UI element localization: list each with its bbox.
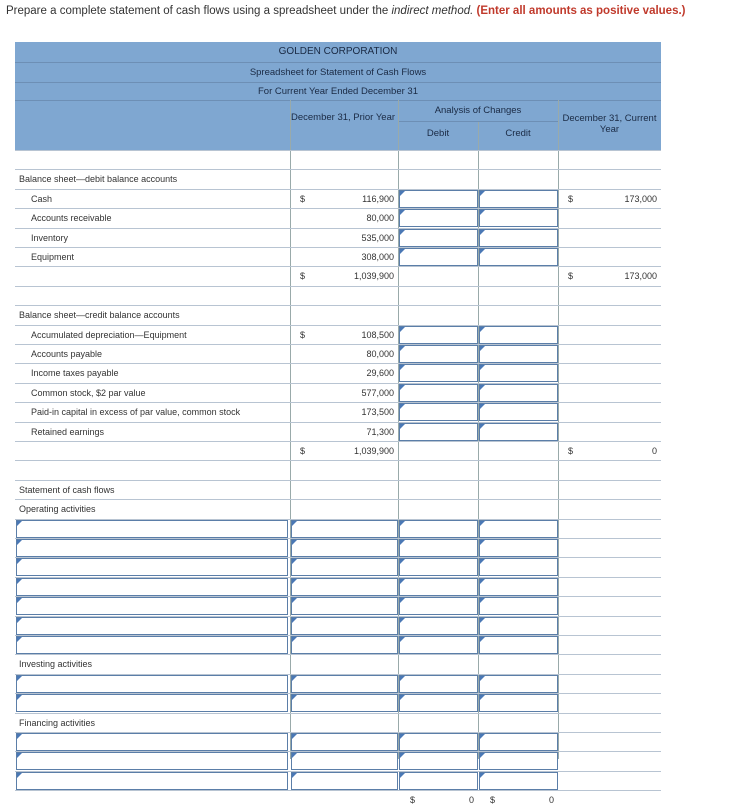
row-divider xyxy=(15,654,661,655)
prior-year-value: 116,900 xyxy=(362,193,394,204)
row-divider xyxy=(15,480,661,481)
prior-year-value: 80,000 xyxy=(366,213,394,224)
cash-flow-description-input[interactable] xyxy=(16,772,288,790)
credit-input[interactable] xyxy=(479,578,558,596)
row-divider xyxy=(15,402,661,403)
row-divider xyxy=(15,189,661,190)
prior-year-value: 577,000 xyxy=(361,387,394,398)
cash-flow-description-input[interactable] xyxy=(16,558,288,576)
row-divider xyxy=(15,713,661,714)
prior-year-value: 71,300 xyxy=(366,426,394,437)
financing-activities-label: Financing activities xyxy=(19,717,96,728)
row-divider xyxy=(15,325,661,326)
credit-input[interactable] xyxy=(479,209,558,227)
instructions-method: indirect method. xyxy=(391,5,474,17)
debit-input[interactable] xyxy=(399,597,478,615)
current-year-value: 173,000 xyxy=(624,193,657,204)
debit-input[interactable] xyxy=(399,229,478,247)
debit-input[interactable] xyxy=(399,403,478,421)
investing-activities-label: Investing activities xyxy=(19,659,93,670)
cash-flow-amount-input[interactable] xyxy=(291,752,398,770)
debit-input[interactable] xyxy=(399,423,478,441)
credit-input[interactable] xyxy=(479,752,558,770)
debit-input[interactable] xyxy=(399,326,478,344)
dollar-sign: $ xyxy=(568,193,574,204)
prior-year-value: 173,500 xyxy=(361,407,394,418)
account-label: Paid-in capital in excess of par value, common stock xyxy=(31,407,241,418)
cash-flow-description-input[interactable] xyxy=(16,617,288,635)
credit-input[interactable] xyxy=(479,617,558,635)
cash-flow-description-input[interactable] xyxy=(16,636,288,654)
debit-input[interactable] xyxy=(399,558,478,576)
row-divider xyxy=(15,422,661,423)
account-label: Accumulated depreciation—Equipment xyxy=(31,329,187,340)
column-credit: Credit xyxy=(505,128,531,139)
credit-input[interactable] xyxy=(479,733,558,751)
cash-flow-description-input[interactable] xyxy=(16,733,288,751)
row-divider xyxy=(15,286,661,287)
spreadsheet-period: For Current Year Ended December 31 xyxy=(257,86,418,97)
credit-input[interactable] xyxy=(479,229,558,247)
cash-flow-amount-input[interactable] xyxy=(291,578,398,596)
cash-flow-amount-input[interactable] xyxy=(291,675,398,693)
row-divider xyxy=(15,790,661,791)
instructions xyxy=(6,5,686,17)
spreadsheet-title: Spreadsheet for Statement of Cash Flows xyxy=(249,67,427,78)
cash-flow-amount-input[interactable] xyxy=(291,597,398,615)
cash-flow-description-input[interactable] xyxy=(16,675,288,693)
company-name: GOLDEN CORPORATION xyxy=(278,46,398,57)
debit-input[interactable] xyxy=(399,384,478,402)
account-label: Retained earnings xyxy=(31,426,105,437)
credit-input[interactable] xyxy=(479,345,558,363)
cash-flow-description-input[interactable] xyxy=(16,578,288,596)
prior-year-value: 108,500 xyxy=(361,329,394,340)
dollar-sign: $ xyxy=(490,795,496,805)
total-debit-value: 0 xyxy=(468,795,474,805)
credit-input[interactable] xyxy=(479,423,558,441)
credit-input[interactable] xyxy=(479,248,558,266)
row-divider xyxy=(15,305,661,306)
debit-input[interactable] xyxy=(399,520,478,538)
column-analysis: Analysis of Changes xyxy=(434,105,522,116)
credit-input[interactable] xyxy=(479,326,558,344)
total-credit-value: 0 xyxy=(548,795,554,805)
credit-input[interactable] xyxy=(479,597,558,615)
account-label: Accounts payable xyxy=(31,349,103,359)
cash-flow-description-input[interactable] xyxy=(16,520,288,538)
cash-flow-description-input[interactable] xyxy=(16,539,288,557)
debit-input[interactable] xyxy=(399,190,478,208)
dollar-sign: $ xyxy=(300,271,306,282)
dollar-sign: $ xyxy=(300,193,306,204)
column-debit: Debit xyxy=(426,128,450,139)
row-divider xyxy=(15,247,661,248)
credit-input[interactable] xyxy=(479,190,558,208)
debit-input[interactable] xyxy=(399,345,478,363)
row-divider xyxy=(15,169,661,170)
account-label: Accounts receivable xyxy=(31,213,112,224)
credit-input[interactable] xyxy=(479,694,558,712)
debit-input[interactable] xyxy=(399,364,478,382)
dollar-sign: $ xyxy=(568,446,574,456)
account-label: Income taxes payable xyxy=(31,368,119,379)
cash-flow-description-input[interactable] xyxy=(16,597,288,615)
row-divider xyxy=(15,150,661,151)
current-year-value: 0 xyxy=(651,446,657,456)
debit-input[interactable] xyxy=(399,248,478,266)
cash-flow-amount-input[interactable] xyxy=(291,772,398,790)
spreadsheet xyxy=(15,42,661,805)
credit-section-title: Balance sheet—credit balance accounts xyxy=(19,310,180,321)
cash-flow-amount-input[interactable] xyxy=(291,694,398,712)
debit-input[interactable] xyxy=(399,772,478,790)
dollar-sign: $ xyxy=(410,795,416,805)
cash-flow-description-input[interactable] xyxy=(16,752,288,770)
row-divider xyxy=(15,460,661,461)
instructions-emphasis: (Enter all amounts as positive values.) xyxy=(476,5,686,17)
credit-input[interactable] xyxy=(479,675,558,693)
cash-flow-description-input[interactable] xyxy=(16,694,288,712)
account-label: Equipment xyxy=(31,252,75,262)
debit-input[interactable] xyxy=(399,209,478,227)
credit-input[interactable] xyxy=(479,558,558,576)
debit-input[interactable] xyxy=(399,636,478,654)
prior-year-value: 308,000 xyxy=(361,252,394,262)
account-label: Common stock, $2 par value xyxy=(31,387,146,398)
credit-input[interactable] xyxy=(479,364,558,382)
credit-input[interactable] xyxy=(479,384,558,402)
prior-year-value: 80,000 xyxy=(366,349,394,359)
cash-flow-amount-input[interactable] xyxy=(291,617,398,635)
dollar-sign: $ xyxy=(300,329,306,340)
debit-input[interactable] xyxy=(399,733,478,751)
row-divider xyxy=(15,499,661,500)
debit-input[interactable] xyxy=(399,617,478,635)
credit-input[interactable] xyxy=(479,636,558,654)
prior-year-value: 29,600 xyxy=(366,368,394,379)
credit-input[interactable] xyxy=(479,539,558,557)
cash-flow-amount-input[interactable] xyxy=(291,636,398,654)
debit-input[interactable] xyxy=(399,694,478,712)
operating-activities-label: Operating activities xyxy=(19,504,96,515)
row-divider xyxy=(15,441,661,442)
debit-input[interactable] xyxy=(399,578,478,596)
credit-input[interactable] xyxy=(479,520,558,538)
credit-input[interactable] xyxy=(479,403,558,421)
prior-year-value: 535,000 xyxy=(361,232,394,243)
cash-flow-amount-input[interactable] xyxy=(291,539,398,557)
cash-flow-amount-input[interactable] xyxy=(291,520,398,538)
debit-input[interactable] xyxy=(399,752,478,770)
row-divider xyxy=(15,208,661,209)
account-label: Cash xyxy=(31,193,53,204)
debit-input[interactable] xyxy=(399,539,478,557)
account-label: Inventory xyxy=(31,232,69,243)
row-divider xyxy=(15,228,661,229)
prior-year-value: 1,039,900 xyxy=(353,446,394,456)
instructions-text: Prepare a complete statement of cash flows using a spreadsheet under the xyxy=(6,5,392,17)
cash-flow-amount-input[interactable] xyxy=(291,558,398,576)
column-current-year: December 31, Current Year xyxy=(562,113,657,135)
row-divider xyxy=(15,363,661,364)
dollar-sign: $ xyxy=(568,271,574,282)
row-divider xyxy=(15,344,661,345)
row-divider xyxy=(15,266,661,267)
debit-section-title: Balance sheet—debit balance accounts xyxy=(19,174,178,185)
cash-flow-title: Statement of cash flows xyxy=(19,484,115,495)
cash-flow-amount-input[interactable] xyxy=(291,733,398,751)
column-prior-year: December 31, Prior Year xyxy=(290,112,396,123)
row-divider xyxy=(15,383,661,384)
prior-year-value: 1,039,900 xyxy=(353,271,394,282)
credit-input[interactable] xyxy=(479,772,558,790)
dollar-sign: $ xyxy=(300,446,306,456)
debit-input[interactable] xyxy=(399,675,478,693)
current-year-value: 173,000 xyxy=(624,271,657,282)
